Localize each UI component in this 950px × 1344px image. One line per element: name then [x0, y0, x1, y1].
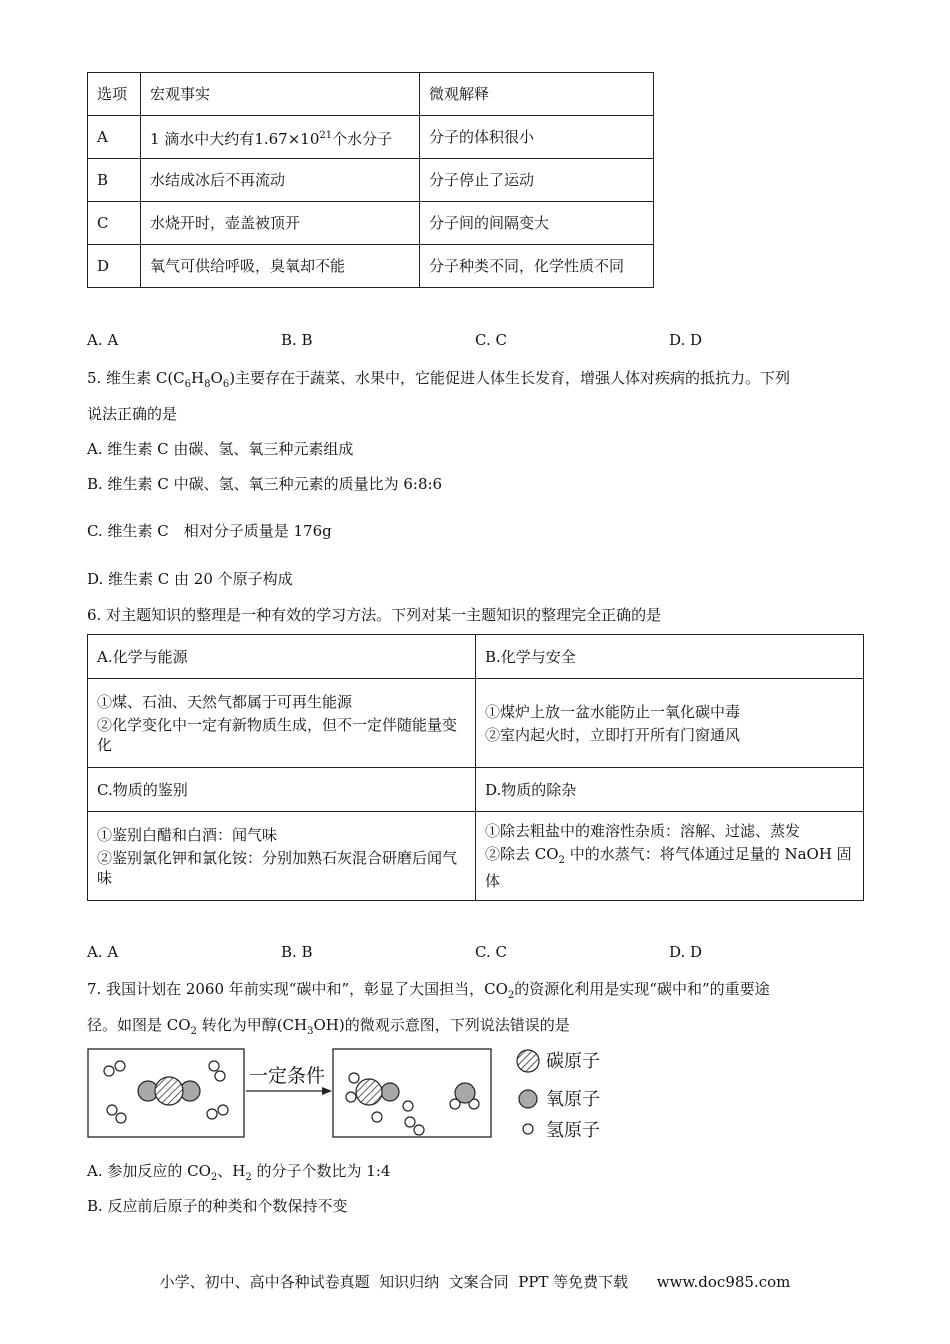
cell-a-head: A.化学与能源	[88, 635, 476, 679]
legend-carbon-icon	[517, 1050, 539, 1072]
question4-table	[87, 72, 654, 288]
q5-option-b: B. 维生素 C 中碳、氢、氧三种元素的质量比为 6:8:6	[87, 475, 443, 493]
table-row	[88, 116, 654, 159]
question6-table	[87, 634, 864, 901]
q4-option-b: B. B	[281, 331, 313, 349]
row-option: D	[88, 245, 141, 288]
q7-option-b: B. 反应前后原子的种类和个数保持不变	[87, 1197, 348, 1215]
q7-stem-line1: 7. 我国计划在 2060 年前实现“碳中和”，彰显了大国担当，$CO_2$的资源化利用是实现“碳中和”的重要途	[87, 980, 770, 1001]
cell-d-head: D.物质的除杂	[476, 768, 864, 812]
q6-stem: 6. 对主题知识的整理是一种有效的学习方法。下列对某一主题知识的整理完全正确的是	[87, 606, 662, 624]
row-explanation: 分子的体积很小	[420, 116, 654, 159]
row-fact: 氧气可供给呼吸，臭氧却不能	[141, 245, 420, 288]
table-row	[88, 202, 654, 245]
table-header-option: 选项	[88, 73, 141, 116]
q6-option-c: C. C	[475, 943, 507, 961]
q5-stem-line2: 说法正确的是	[87, 405, 178, 423]
q6-option-a: A. A	[87, 943, 119, 961]
cell-c-body: ①鉴别白醋和白酒：闻气味 ②鉴别氯化钾和氯化铵：分别加熟石灰混合研磨后闻气味	[88, 812, 476, 901]
row-explanation: 分子停止了运动	[420, 159, 654, 202]
q6-option-b: B. B	[281, 943, 313, 961]
table-row	[88, 245, 654, 288]
reaction-diagram	[86, 1044, 616, 1144]
q7-stem-line2: 径。如图是 $CO_2$ 转化为甲醇$(CH_3OH)$的微观示意图，下列说法错误的是	[87, 1016, 570, 1037]
q6-option-d: D. D	[669, 943, 703, 961]
table-row	[88, 159, 654, 202]
row-option: B	[88, 159, 141, 202]
page-footer: 小学、初中、高中各种试卷真题 知识归纳 文案合同 PPT 等免费下载 www.doc985.com	[159, 1273, 791, 1291]
row-option: C	[88, 202, 141, 245]
row-explanation: 分子种类不同，化学性质不同	[420, 245, 654, 288]
row-fact: 水结成冰后不再流动	[141, 159, 420, 202]
q4-option-a: A. A	[87, 331, 119, 349]
q4-option-c: C. C	[475, 331, 507, 349]
legend-hydrogen-icon	[523, 1124, 533, 1134]
q7-option-a: A. 参加反应的 $CO_2$、$H_2$ 的分子个数比为 1:4	[87, 1162, 391, 1183]
legend-oxygen-icon	[519, 1090, 537, 1108]
cell-d-body: ①除去粗盐中的难溶性杂质：溶解、过滤、蒸发 ②除去 $CO_2$ 中的水蒸气：将气体通过足量的 NaOH 固体	[476, 812, 864, 901]
table-header-micro: 微观解释	[420, 73, 654, 116]
cell-c-head: C.物质的鉴别	[88, 768, 476, 812]
legend-oxygen-label: 氧原子	[546, 1089, 600, 1110]
q5-option-c: C. 维生素 C 相对分子质量是 176g	[87, 522, 332, 540]
co2-molecule	[138, 1077, 200, 1105]
q5-option-d: D. 维生素 C 由 20 个原子构成	[87, 570, 293, 588]
cell-a-body: ①煤、石油、天然气都属于可再生能源 ②化学变化中一定有新物质生成，但不一定伴随能量变化	[88, 679, 476, 768]
cell-b-body: ①煤炉上放一盆水能防止一氧化碳中毒 ②室内起火时，立即打开所有门窗通风	[476, 679, 864, 768]
arrow-label: 一定条件	[249, 1065, 326, 1087]
legend-carbon-label: 碳原子	[546, 1051, 600, 1072]
row-fact: 水烧开时，壶盖被顶开	[141, 202, 420, 245]
cell-b-head: B.化学与安全	[476, 635, 864, 679]
q5-stem: 5. 维生素 $C(C_6H_8O_6)$主要存在于蔬菜、水果中，它能促进人体生长发育，增强人体对疾病的抵抗力。下列	[87, 369, 791, 390]
q4-option-d: D. D	[669, 331, 703, 349]
row-explanation: 分子间的间隔变大	[420, 202, 654, 245]
legend-hydrogen-label: 氢原子	[546, 1120, 600, 1141]
row-option: A	[88, 116, 141, 159]
arrow-head	[322, 1087, 332, 1095]
table-header-macro: 宏观事实	[141, 73, 420, 116]
row-fact: 1 滴水中大约有$1.67\times 10^{21}$个水分子	[141, 116, 420, 159]
q5-option-a: A. 维生素 C 由碳、氢、氧三种元素组成	[87, 440, 354, 458]
